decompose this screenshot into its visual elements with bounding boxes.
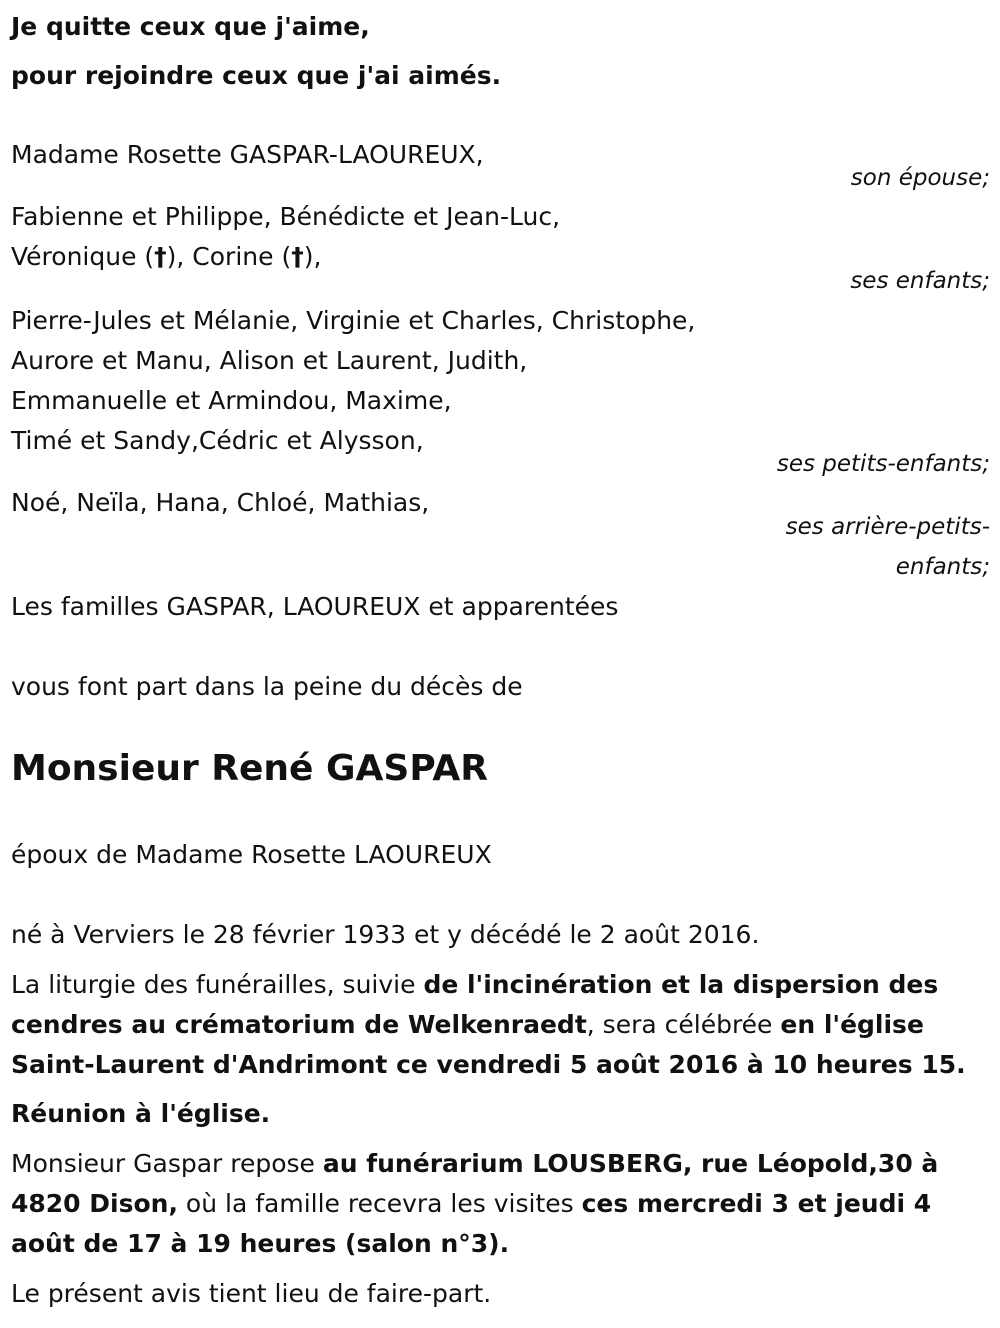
cross-icon: † [291, 242, 304, 271]
cross-icon: † [154, 242, 167, 271]
great-grandchildren: Noé, Neïla, Hana, Chloé, Mathias, [11, 488, 430, 517]
children-line-2 [11, 240, 321, 274]
liturgy-text: La liturgie des funérailles, suivie [11, 970, 424, 999]
visitation-line-2 [11, 1187, 931, 1221]
liturgy-bold: de l'incinération et la dispersion des [423, 970, 939, 999]
reunion: Réunion à l'église. [11, 1099, 271, 1128]
deceased-name: Monsieur René GASPAR [11, 748, 488, 789]
grandchildren-line-4: Timé et Sandy,Cédric et Alysson, [11, 426, 424, 455]
epigraph-line-1: Je quitte ceux que j'aime, [11, 12, 370, 41]
epigraph-line-2: pour rejoindre ceux que j'ai aimés. [11, 61, 502, 90]
grandchildren-line-1: Pierre-Jules et Mélanie, Virginie et Charles, Christophe, [11, 306, 696, 335]
great-grandchildren-relation-2: enfants; [895, 554, 990, 580]
families-line: Les familles GASPAR, LAOUREUX et apparentées [11, 592, 619, 621]
grandchildren-line-3: Emmanuelle et Armindou, Maxime, [11, 386, 452, 415]
children-text-c: ), [303, 242, 322, 271]
children-relation: ses enfants; [850, 268, 990, 294]
visit-days: ces mercredi 3 et jeudi 4 [581, 1189, 932, 1218]
birth-death: né à Verviers le 28 février 1933 et y décédé le 2 août 2016. [11, 920, 760, 949]
grandchildren-relation: ses petits-enfants; [776, 451, 990, 477]
liturgy-line-3: Saint-Laurent d'Andrimont ce vendredi 5 août 2016 à 10 heures 15. [11, 1050, 966, 1079]
spouse-of: époux de Madame Rosette LAOUREUX [11, 840, 492, 869]
liturgy-line-1 [11, 968, 938, 1002]
city: 4820 Dison, [11, 1189, 178, 1218]
children-text-b: ), Corine ( [166, 242, 292, 271]
closing-note: Le présent avis tient lieu de faire-part. [11, 1279, 492, 1308]
visitation-text: où la famille recevra les visites [177, 1189, 582, 1218]
children-text-a: Véronique ( [11, 242, 155, 271]
church-label: en l'église [780, 1010, 924, 1039]
spouse-name: Madame Rosette GASPAR-LAOUREUX, [11, 140, 484, 169]
great-grandchildren-relation-1: ses arrière-petits- [785, 514, 990, 540]
grandchildren-line-2: Aurore et Manu, Alison et Laurent, Judith, [11, 346, 528, 375]
announcement: vous font part dans la peine du décès de [11, 672, 523, 701]
visitation-line-3: août de 17 à 19 heures (salon n°3). [11, 1229, 510, 1258]
funerarium: au funérarium LOUSBERG, rue Léopold,30 à [322, 1149, 939, 1178]
liturgy-line-2 [11, 1008, 924, 1042]
visitation-text: Monsieur Gaspar repose [11, 1149, 323, 1178]
crematorium: cendres au crématorium de Welkenraedt [11, 1010, 587, 1039]
spouse-relation: son épouse; [850, 165, 990, 191]
liturgy-text: , sera célébrée [586, 1010, 781, 1039]
children-line-1: Fabienne et Philippe, Bénédicte et Jean-Luc, [11, 202, 561, 231]
visitation-line-1 [11, 1147, 938, 1181]
